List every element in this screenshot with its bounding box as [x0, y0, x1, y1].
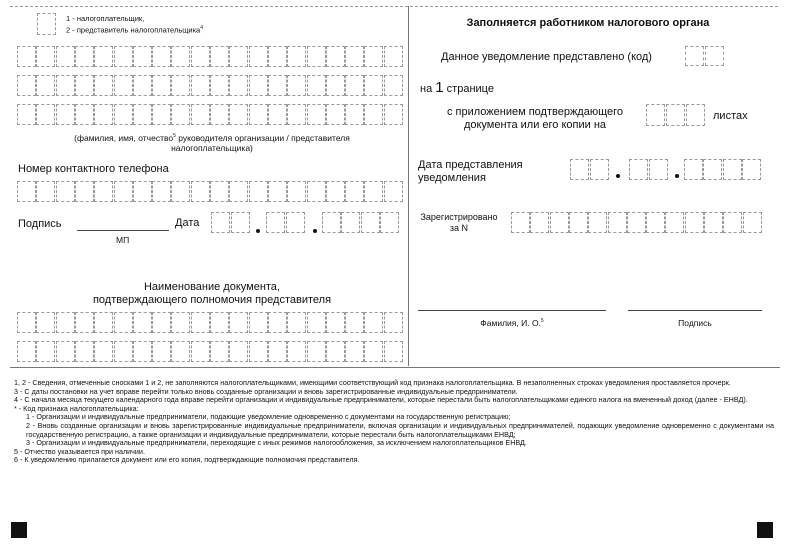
attachment-sheets-cell[interactable] — [686, 104, 705, 126]
registration-cell[interactable] — [530, 212, 549, 233]
attachment-sheets-cell[interactable] — [646, 104, 665, 126]
phone-cell[interactable] — [94, 181, 113, 202]
name-cell[interactable] — [287, 46, 306, 67]
date-cell[interactable] — [684, 159, 703, 180]
phone-cell[interactable] — [229, 181, 248, 202]
signature-label: Подпись — [18, 218, 62, 230]
date-cell[interactable] — [629, 159, 648, 180]
attachment-label: с приложением подтверждающего документа или его копии на — [446, 106, 624, 131]
name-cell[interactable] — [307, 104, 326, 125]
phone-cell[interactable] — [249, 181, 268, 202]
date-cell[interactable] — [322, 212, 341, 233]
document-cell[interactable] — [171, 341, 190, 362]
name-cell[interactable] — [152, 46, 171, 67]
name-caption: (фамилия, имя, отчество$^5$ руководителя организации / представителя налогоплательщика) — [74, 132, 350, 153]
document-cell[interactable] — [36, 312, 55, 333]
name-cell[interactable] — [171, 75, 190, 96]
document-cell[interactable] — [326, 341, 345, 362]
name-cell[interactable] — [152, 75, 171, 96]
date-cell[interactable] — [231, 212, 250, 233]
document-cell[interactable] — [152, 341, 171, 362]
name-cell[interactable] — [268, 46, 287, 67]
footnote: 3 - С даты постановки на учет вправе перейти только вновь созданные организации и вновь зарегистрированные индивидуальные предприниматели. — [14, 386, 518, 396]
registration-cell[interactable] — [665, 212, 684, 233]
footnote: 1 - Организации и индивидуальные предприниматели, подающие уведомление одновременно с документами на государственную регистрацию; — [26, 412, 511, 422]
phone-cell[interactable] — [36, 181, 55, 202]
document-cell[interactable] — [114, 312, 133, 333]
document-cell[interactable] — [249, 341, 268, 362]
registered-label: Зарегистрировано за N — [420, 212, 498, 233]
document-cell[interactable] — [133, 312, 152, 333]
tax-office-header: Заполняется работником налогового органа — [466, 17, 710, 29]
name-cell[interactable] — [268, 75, 287, 96]
name-cell[interactable] — [345, 75, 364, 96]
name-cell[interactable] — [56, 104, 75, 125]
document-cell[interactable] — [210, 312, 229, 333]
name-cell[interactable] — [345, 104, 364, 125]
name-cell[interactable] — [191, 75, 210, 96]
name-cell[interactable] — [249, 75, 268, 96]
stamp-label: МП — [116, 235, 130, 245]
name-cell[interactable] — [210, 75, 229, 96]
phone-cell[interactable] — [191, 181, 210, 202]
date-dot — [313, 229, 317, 233]
date-label: Дата — [175, 217, 200, 229]
vertical-divider — [408, 6, 409, 366]
name-cell[interactable] — [94, 104, 113, 125]
name-cell[interactable] — [75, 104, 94, 125]
document-cell[interactable] — [287, 341, 306, 362]
phone-cell[interactable] — [268, 181, 287, 202]
date-cell[interactable] — [649, 159, 668, 180]
date-cell[interactable] — [341, 212, 360, 233]
name-cell[interactable] — [17, 46, 36, 67]
footnotes — [14, 379, 774, 465]
document-cell[interactable] — [345, 312, 364, 333]
name-cell[interactable] — [229, 75, 248, 96]
document-cell[interactable] — [229, 341, 248, 362]
date-dot — [616, 174, 620, 178]
pages-line: на 1 странице — [420, 79, 494, 96]
footnote: 4 - С начала месяца текущего календарного года вправе перейти организации и индивидуальные предприниматели, которые перестали быть налогоплательщиками единого налога на вмененный доход (далее - ЕНВД). — [14, 395, 748, 405]
taxpayer-type-box[interactable] — [37, 13, 56, 35]
name-cell[interactable] — [133, 75, 152, 96]
name-cell[interactable] — [56, 46, 75, 67]
document-cell[interactable] — [287, 312, 306, 333]
document-cell[interactable] — [249, 312, 268, 333]
phone-cell[interactable] — [326, 181, 345, 202]
name-cell[interactable] — [326, 46, 345, 67]
name-cell[interactable] — [249, 104, 268, 125]
name-cell[interactable] — [133, 104, 152, 125]
phone-cell[interactable] — [17, 181, 36, 202]
name-cell[interactable] — [191, 104, 210, 125]
document-cell[interactable] — [75, 341, 94, 362]
registration-cell[interactable] — [588, 212, 607, 233]
name-cell[interactable] — [36, 75, 55, 96]
document-title: Наименование документа, подтверждающего полномочия представителя — [92, 281, 332, 306]
name-cell[interactable] — [17, 75, 36, 96]
registration-cell[interactable] — [550, 212, 569, 233]
document-cell[interactable] — [229, 312, 248, 333]
signature-line[interactable] — [77, 230, 169, 231]
name-cell[interactable] — [75, 46, 94, 67]
document-cell[interactable] — [384, 341, 403, 362]
name-cell[interactable] — [307, 46, 326, 67]
name-cell[interactable] — [384, 75, 403, 96]
phone-cell[interactable] — [287, 181, 306, 202]
code-cell[interactable] — [685, 46, 704, 66]
attachment-sheets-cell[interactable] — [666, 104, 685, 126]
fio-label: Фамилия, И. О.$^5$ — [480, 318, 544, 328]
document-cell[interactable] — [191, 341, 210, 362]
name-cell[interactable] — [287, 75, 306, 96]
name-cell[interactable] — [326, 104, 345, 125]
phone-label: Номер контактного телефона — [18, 163, 169, 175]
document-cell[interactable] — [307, 341, 326, 362]
phone-cell[interactable] — [171, 181, 190, 202]
footnote: 1, 2 - Сведения, отмеченные сносками 1 и 2, не заполняются налогоплательщиками, имеющими соответствующий код признака налогоплательщика. В незаполненных строках уведомления проставляется прочерк. — [14, 378, 731, 387]
name-cell[interactable] — [56, 75, 75, 96]
document-cell[interactable] — [326, 312, 345, 333]
document-cell[interactable] — [364, 341, 383, 362]
name-cell[interactable] — [36, 46, 55, 67]
phone-cell[interactable] — [152, 181, 171, 202]
registration-cell[interactable] — [627, 212, 646, 233]
name-cell[interactable] — [36, 104, 55, 125]
name-cell[interactable] — [17, 104, 36, 125]
name-cell[interactable] — [171, 46, 190, 67]
phone-cell[interactable] — [75, 181, 94, 202]
footnote: * - Код признака налогоплательщика: — [14, 403, 139, 413]
name-cell[interactable] — [326, 75, 345, 96]
document-cell[interactable] — [56, 341, 75, 362]
phone-cell[interactable] — [307, 181, 326, 202]
fio-line[interactable] — [418, 310, 606, 311]
notes-separator — [10, 367, 780, 368]
name-cell[interactable] — [191, 46, 210, 67]
name-cell[interactable] — [384, 46, 403, 67]
footnote: 5 - Отчество указывается при наличии. — [14, 446, 145, 456]
document-cell[interactable] — [17, 341, 36, 362]
submission-date-label: Дата представления уведомления — [418, 159, 523, 184]
document-cell[interactable] — [307, 312, 326, 333]
document-cell[interactable] — [210, 341, 229, 362]
alignment-marker — [11, 522, 27, 538]
name-cell[interactable] — [171, 104, 190, 125]
name-cell[interactable] — [210, 46, 229, 67]
phone-cell[interactable] — [345, 181, 364, 202]
name-cell[interactable] — [345, 46, 364, 67]
document-cell[interactable] — [268, 312, 287, 333]
document-cell[interactable] — [364, 312, 383, 333]
taxpayer-type-option-1: 1 - налогоплательщик, — [66, 14, 145, 23]
document-cell[interactable] — [152, 312, 171, 333]
name-cell[interactable] — [249, 46, 268, 67]
registration-cell[interactable] — [569, 212, 588, 233]
name-cell[interactable] — [133, 46, 152, 67]
date-cell[interactable] — [742, 159, 761, 180]
document-cell[interactable] — [114, 341, 133, 362]
phone-cell[interactable] — [364, 181, 383, 202]
name-cell[interactable] — [364, 75, 383, 96]
date-cell[interactable] — [361, 212, 380, 233]
phone-cell[interactable] — [56, 181, 75, 202]
name-cell[interactable] — [94, 75, 113, 96]
document-cell[interactable] — [171, 312, 190, 333]
date-cell[interactable] — [703, 159, 722, 180]
registration-cell[interactable] — [704, 212, 723, 233]
date-cell[interactable] — [286, 212, 305, 233]
registration-cell[interactable] — [723, 212, 742, 233]
document-cell[interactable] — [75, 312, 94, 333]
name-cell[interactable] — [152, 104, 171, 125]
document-cell[interactable] — [384, 312, 403, 333]
document-cell[interactable] — [133, 341, 152, 362]
name-cell[interactable] — [287, 104, 306, 125]
name-cell[interactable] — [307, 75, 326, 96]
document-cell[interactable] — [36, 341, 55, 362]
document-cell[interactable] — [345, 341, 364, 362]
name-cell[interactable] — [268, 104, 287, 125]
taxpayer-type-option-2: 2 - представитель налогоплательщика$^4$ — [66, 25, 203, 35]
footnote: 3 - Организации и индивидуальные предприниматели, переходящие с иных режимов налогообложения, за исключением налогоплательщиков ЕНВД. — [26, 438, 527, 448]
name-cell[interactable] — [114, 104, 133, 125]
document-cell[interactable] — [56, 312, 75, 333]
name-cell[interactable] — [364, 46, 383, 67]
sign-line[interactable] — [628, 310, 762, 311]
name-cell[interactable] — [210, 104, 229, 125]
phone-cell[interactable] — [210, 181, 229, 202]
date-cell[interactable] — [266, 212, 285, 233]
date-cell[interactable] — [211, 212, 230, 233]
registration-cell[interactable] — [608, 212, 627, 233]
top-divider — [10, 6, 778, 7]
phone-cell[interactable] — [384, 181, 403, 202]
name-cell[interactable] — [114, 75, 133, 96]
alignment-marker — [757, 522, 773, 538]
code-label: Данное уведомление представлено (код) — [441, 51, 652, 63]
document-cell[interactable] — [94, 312, 113, 333]
footnote: 6 - К уведомлению прилагается документ или его копия, подтверждающие полномочия представителя. — [14, 455, 360, 465]
name-cell[interactable] — [229, 104, 248, 125]
date-dot — [256, 229, 260, 233]
date-cell[interactable] — [590, 159, 609, 180]
registration-cell[interactable] — [743, 212, 762, 233]
document-cell[interactable] — [268, 341, 287, 362]
document-cell[interactable] — [94, 341, 113, 362]
date-dot — [675, 174, 679, 178]
phone-cell[interactable] — [133, 181, 152, 202]
name-cell[interactable] — [364, 104, 383, 125]
name-cell[interactable] — [114, 46, 133, 67]
code-cell[interactable] — [705, 46, 724, 66]
registration-cell[interactable] — [685, 212, 704, 233]
name-cell[interactable] — [75, 75, 94, 96]
pages-value: 1 — [435, 79, 444, 96]
sign-label: Подпись — [678, 318, 712, 328]
date-cell[interactable] — [380, 212, 399, 233]
sheets-label: листах — [713, 110, 748, 122]
name-cell[interactable] — [384, 104, 403, 125]
phone-cell[interactable] — [114, 181, 133, 202]
name-cell[interactable] — [229, 46, 248, 67]
date-cell[interactable] — [723, 159, 742, 180]
registration-cell[interactable] — [646, 212, 665, 233]
date-cell[interactable] — [570, 159, 589, 180]
registration-cell[interactable] — [511, 212, 530, 233]
document-cell[interactable] — [191, 312, 210, 333]
document-cell[interactable] — [17, 312, 36, 333]
name-cell[interactable] — [94, 46, 113, 67]
footnote: 2 - Вновь созданные организации и вновь зарегистрированные индивидуальные предприниматели, включая организации и индивидуальных предпринимателей, подающих уведомление одновременно с документами на государственную регистрацию, а также организации и индивидуальные предприниматели, которые перестали быть налогоплательщиками ЕНВД; — [26, 420, 774, 439]
